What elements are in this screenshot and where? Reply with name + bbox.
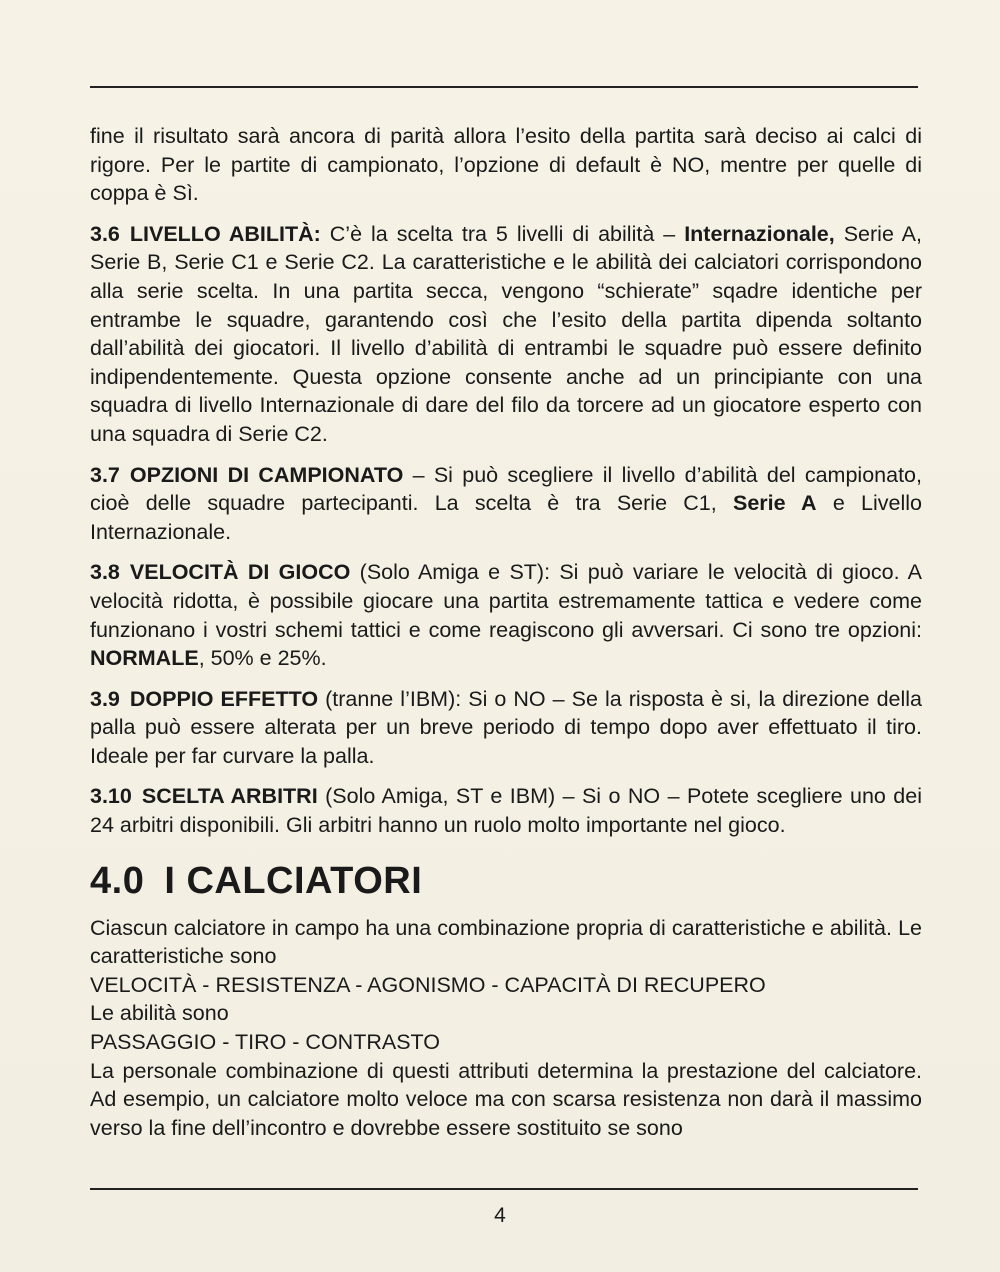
abilities-label: Le abilità sono	[90, 1001, 229, 1026]
top-rule	[90, 86, 918, 88]
section-text: – Si può scegliere il livello d’abilità del campionato, cioè delle squadre partecipanti. La scelta è tra Serie C1,	[90, 462, 922, 516]
intro-paragraph: fine il risultato sarà ancora di parità allora l’esito della partita sarà deciso ai calci di rigore. Per le partite di campionato, l’opzione di default è NO, mentre per quelle di coppa è Sì.	[90, 124, 922, 206]
section-text: C’è la scelta tra 5 livelli di abilità –	[320, 221, 685, 246]
section-bold-text: NORMALE	[90, 646, 199, 671]
chapter-title: I CALCIATORI	[164, 859, 423, 902]
section-text: , 50% e 25%.	[198, 646, 327, 671]
section-3-9	[90, 685, 922, 771]
section-number: 3.7	[90, 462, 120, 487]
section-title: VELOCITÀ DI GIOCO	[129, 560, 351, 585]
page-body	[90, 122, 922, 1142]
chapter-number: 4.0	[90, 859, 145, 902]
section-title: DOPPIO EFFETTO	[129, 686, 319, 711]
section-text: Serie A, Serie B, Serie C1 e Serie C2. La caratteristiche e le abilità dei calciatori corrispondono alla serie scelta. In una partita secca, vengono “schierate” sqadre identiche per entrambe le squadre, garantendo così che l’esito della partita dipenda soltanto dall’abilità dei giocatori. Il livello d’abilità di entrambi le squadre può essere definito indipendentemente. Questa opzione consente anche ad un principiante con una squadra di livello Internazionale di dare del filo da torcere ad un giocatore esperto con una squadra di Serie C2.	[90, 221, 922, 446]
section-text: (tranne l’IBM): Si o NO – Se la risposta è si, la direzione della palla può essere alterata per un breve periodo di tempo dopo aver effettuato il tiro. Ideale per far curvare la palla.	[90, 686, 923, 768]
section-3-8	[90, 558, 922, 672]
chapter-intro: Ciascun calciatore in campo ha una combinazione propria di caratteristiche e abilità. Le caratteristiche sono	[90, 915, 922, 969]
section-number: 3.10	[90, 784, 132, 809]
chapter-paragraph: La personale combinazione di questi attributi determina la prestazione del calciatore. Ad esempio, un calciatore molto veloce ma con scarsa resistenza non darà il massimo verso la fine dell’incontro e dovrebbe essere sostituito se sono	[90, 1058, 922, 1140]
section-3-10	[90, 782, 922, 839]
section-title: OPZIONI DI CAMPIONATO	[129, 462, 404, 487]
abilities-list: PASSAGGIO - TIRO - CONTRASTO	[90, 1030, 441, 1055]
chapter-4-body	[90, 914, 922, 1143]
section-text: (Solo Amiga e ST): Si può variare le velocità di gioco. A velocità ridotta, è possibile giocare una partita estremamente tattica e vedere come funzionano i vostri schemi tattici e come reagiscono gli avversari. Ci sono tre opzioni:	[90, 560, 922, 642]
section-title: SCELTA ARBITRI	[141, 784, 318, 809]
chapter-heading	[90, 858, 922, 904]
traits-list: VELOCITÀ - RESISTENZA - AGONISMO - CAPACITÀ DI RECUPERO	[90, 972, 766, 997]
bottom-rule	[90, 1188, 918, 1190]
section-bold-text: Internazionale,	[684, 221, 835, 246]
section-number: 3.9	[90, 686, 120, 711]
section-number: 3.8	[90, 560, 120, 585]
section-text: (Solo Amiga, ST e IBM) – Si o NO – Potete scegliere uno dei 24 arbitri disponibili. Gli arbitri hanno un ruolo molto importante nel gioco.	[90, 784, 922, 838]
section-title: LIVELLO ABILITÀ:	[129, 221, 321, 246]
section-3-7	[90, 461, 922, 547]
section-bold-text: Serie A	[733, 491, 817, 516]
section-number: 3.6	[90, 221, 120, 246]
section-3-6	[90, 220, 922, 449]
section-text: e Livello Internazionale.	[90, 491, 922, 544]
page-number: 4	[494, 1204, 506, 1227]
